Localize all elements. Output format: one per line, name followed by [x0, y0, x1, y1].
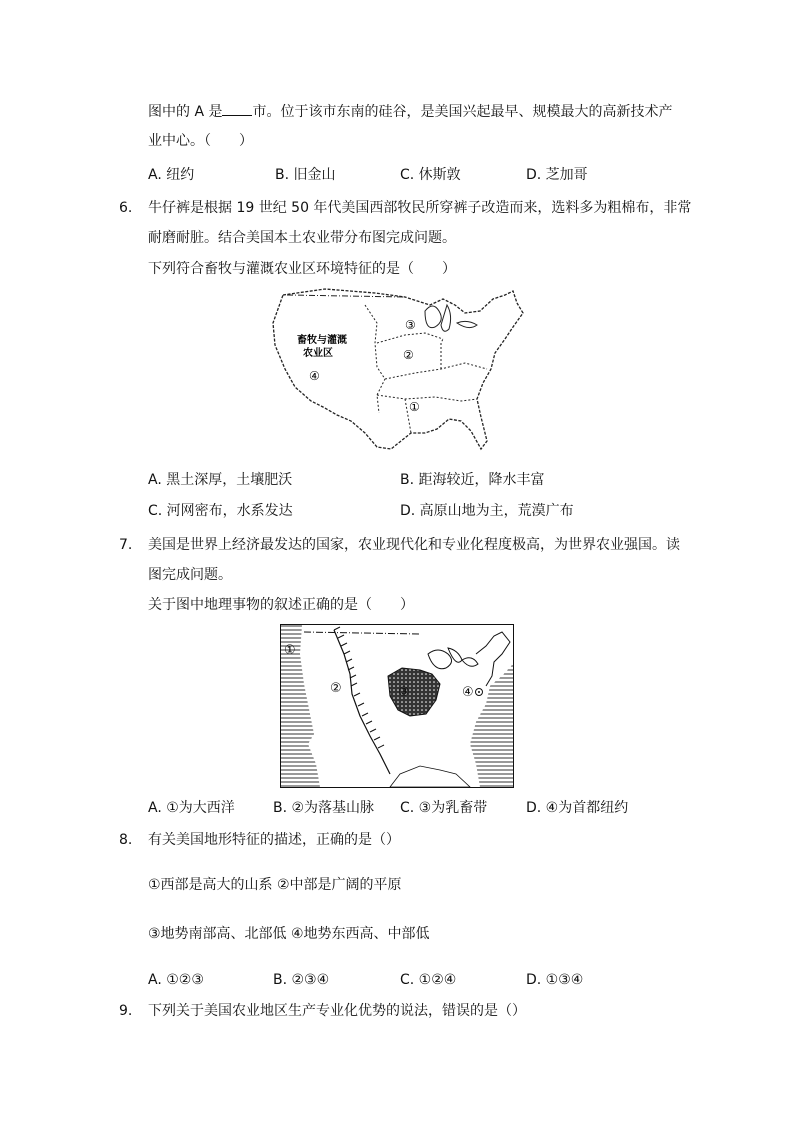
q7-option-a[interactable]: A. ①为大西洋 — [148, 800, 235, 816]
map-marker-1: ① — [284, 643, 296, 658]
q8-option-c[interactable]: C. ①②④ — [400, 972, 457, 988]
q7-option-c[interactable]: C. ③为乳畜带 — [400, 800, 488, 816]
q9-number: 9. — [119, 1003, 133, 1019]
q8-statement-line1: ①西部是高大的山系 ②中部是广阔的平原 — [148, 877, 402, 893]
map-marker-4: ④ — [462, 685, 474, 700]
q5-stem-line1: 图中的 A 是 市。位于该市东南的硅谷，是美国兴起最早、规模最大的高新技术产 — [148, 101, 672, 122]
q8-number: 8. — [119, 832, 133, 848]
map-marker-2: ② — [330, 681, 342, 696]
q9-stem: 下列关于美国农业地区生产专业化优势的说法，错误的是（） — [148, 1003, 526, 1019]
q6-stem-line1: 牛仔裤是根据 19 世纪 50 年代美国西部牧民所穿裤子改造而来，选料多为粗棉布，非常 — [148, 200, 692, 216]
map-marker-2: ② — [403, 348, 414, 362]
q8-option-a[interactable]: A. ①②③ — [148, 972, 204, 988]
q6-question: 下列符合畜牧与灌溉农业区环境特征的是（ ） — [148, 261, 456, 277]
map-label-grazing-2: 农业区 — [303, 348, 333, 359]
q6-option-b[interactable]: B. 距海较近，降水丰富 — [400, 472, 545, 488]
q5-option-d[interactable]: D. 芝加哥 — [526, 167, 588, 183]
us-agriculture-belt-map — [265, 283, 535, 463]
map-marker-3: ③ — [398, 685, 410, 700]
q5-option-a[interactable]: A. 纽约 — [148, 167, 195, 183]
q8-stem: 有关美国地形特征的描述，正确的是（） — [148, 832, 400, 848]
q7-option-d[interactable]: D. ④为首都纽约 — [526, 800, 629, 816]
answer-blank — [222, 101, 252, 116]
q8-statement-line2: ③地势南部高、北部低 ④地势东西高、中部低 — [148, 926, 430, 942]
map-marker-3: ③ — [405, 318, 416, 332]
q6-option-d[interactable]: D. 高原山地为主，荒漠广布 — [400, 503, 574, 519]
map-marker-1: ① — [409, 400, 420, 414]
q7-option-b[interactable]: B. ②为落基山脉 — [273, 800, 375, 816]
q5-stem-line2: 业中心。（ ） — [148, 133, 253, 149]
map-label-grazing: 畜牧与灌溉 — [297, 335, 347, 346]
q8-option-b[interactable]: B. ②③④ — [273, 972, 330, 988]
q7-number: 7. — [119, 537, 133, 553]
q6-option-c[interactable]: C. 河网密布，水系发达 — [148, 503, 293, 519]
q5-option-c[interactable]: C. 休斯敦 — [400, 167, 461, 183]
q6-option-a[interactable]: A. 黑土深厚，土壤肥沃 — [148, 472, 293, 488]
us-geography-map — [280, 624, 514, 788]
q8-option-d[interactable]: D. ①③④ — [526, 972, 584, 988]
q5-option-b[interactable]: B. 旧金山 — [275, 167, 336, 183]
q7-stem-line2: 图完成问题。 — [148, 567, 232, 583]
q6-number: 6. — [119, 200, 133, 216]
q6-stem-line2: 耐磨耐脏。结合美国本土农业带分布图完成问题。 — [148, 230, 456, 246]
q7-question: 关于图中地理事物的叙述正确的是（ ） — [148, 597, 414, 613]
q7-stem-line1: 美国是世界上经济最发达的国家，农业现代化和专业化程度极高，为世界农业强国。读 — [148, 537, 680, 553]
map-marker-4: ④ — [309, 369, 320, 383]
